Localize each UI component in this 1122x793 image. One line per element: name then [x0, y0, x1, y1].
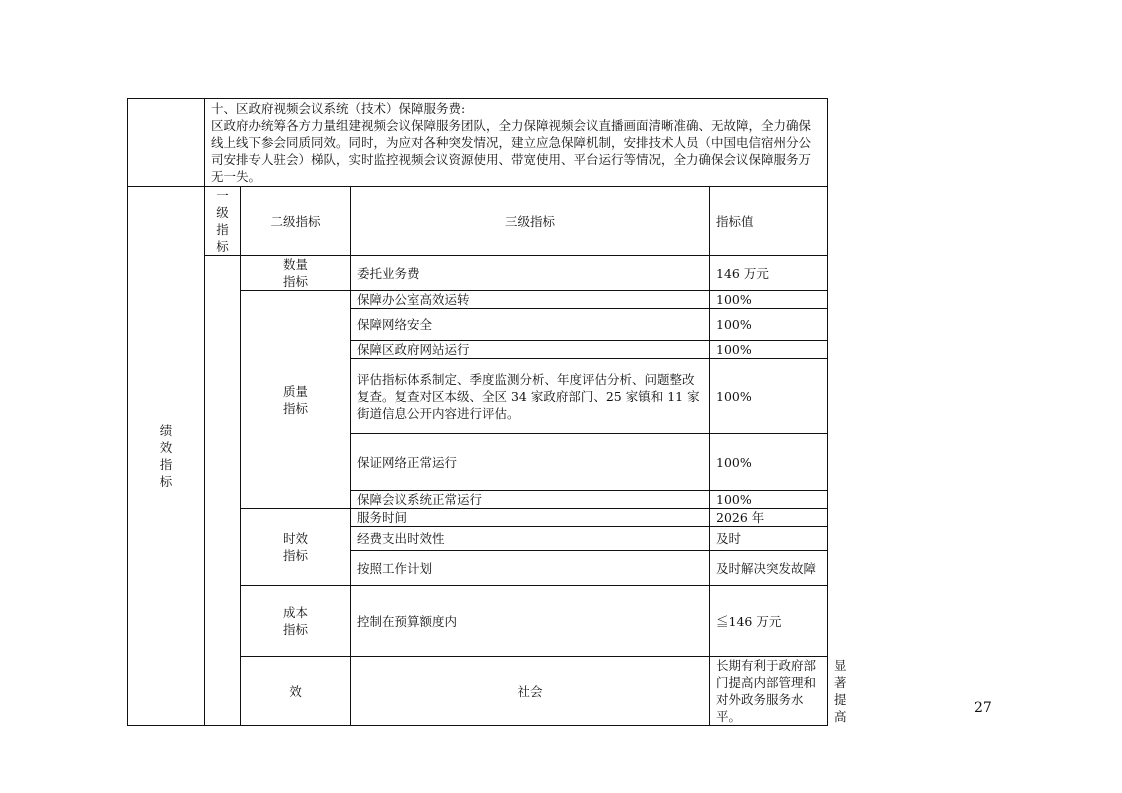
indicator-cell: 保障网络安全	[351, 309, 710, 341]
indicator-cell: 评估指标体系制定、季度监测分析、年度评估分析、问题整改复查。复查对区本级、全区 34 家政府部门、25 家镇和 11 家街道信息公开内容进行评估。	[351, 359, 710, 434]
value-cell: 100%	[710, 291, 828, 309]
value-cell: 100%	[710, 341, 828, 359]
level2-timeliness: 时效 指标	[241, 509, 351, 586]
value-cell: 100%	[710, 359, 828, 434]
value-cell: 100%	[710, 491, 828, 509]
level2-cost: 成本 指标	[241, 586, 351, 657]
indicator-cell: 委托业务费	[351, 256, 710, 291]
section-cell	[205, 99, 828, 187]
value-cell: 及时解决突发故障	[710, 551, 828, 586]
indicator-cell: 按照工作计划	[351, 551, 710, 586]
value-cell: ≦146 万元	[710, 586, 828, 657]
indicator-cell: 控制在预算额度内	[351, 586, 710, 657]
indicator-cell: 服务时间	[351, 509, 710, 527]
indicator-cell: 保障会议系统正常运行	[351, 491, 710, 509]
indicator-cell: 保证网络正常运行	[351, 434, 710, 491]
indicator-cell: 保障区政府网站运行	[351, 341, 710, 359]
performance-table	[127, 98, 847, 726]
header-level3: 三级指标	[351, 187, 710, 256]
header-row	[128, 187, 828, 256]
header-value: 指标值	[710, 187, 828, 256]
page-number: 27	[974, 700, 992, 716]
section-row	[128, 99, 828, 187]
value-cell: 及时	[710, 527, 828, 551]
perf-indicator-label: 绩 效 指 标	[128, 187, 205, 726]
indicator-cell: 长期有利于政府部门提高内部管理和对外政务服务水平。	[710, 657, 828, 726]
table-row	[128, 256, 828, 291]
indicator-cell: 经费支出时效性	[351, 527, 710, 551]
table-row: 效 社会 长期有利于政府部门提高内部管理和对外政务服务水平。 显著提高	[128, 657, 828, 726]
value-cell: 2026 年	[710, 509, 828, 527]
section-title: 十、区政府视频会议系统（技术）保障服务费:	[211, 101, 466, 116]
empty-cell	[128, 99, 205, 187]
level2-social: 社会	[351, 657, 710, 726]
level1-benefit: 效	[241, 657, 351, 726]
section-body: 区政府办统筹各方力量组建视频会议保障服务团队，全力保障视频会议直播画面清晰准确、无故障，全力确保线上线下参会同质同效。同时，为应对各种突发情况，建立应急保障机制，安排技术人员（中国电信宿州分公司安排专人驻会）梯队，实时监控视频会议资源使用、带宽使用、平台运行等情况，全力确保会议保障服务万无一失。	[211, 118, 812, 184]
level1-output-cell	[205, 256, 241, 726]
value-cell: 146 万元	[710, 256, 828, 291]
header-level2: 二级指标	[241, 187, 351, 256]
indicator-cell: 保障办公室高效运转	[351, 291, 710, 309]
header-level1: 一 级 指 标	[205, 187, 241, 256]
level2-quality: 质量 指标	[241, 291, 351, 509]
level2-quantity: 数量 指标	[241, 256, 351, 291]
value-cell: 100%	[710, 434, 828, 491]
value-cell: 100%	[710, 309, 828, 341]
